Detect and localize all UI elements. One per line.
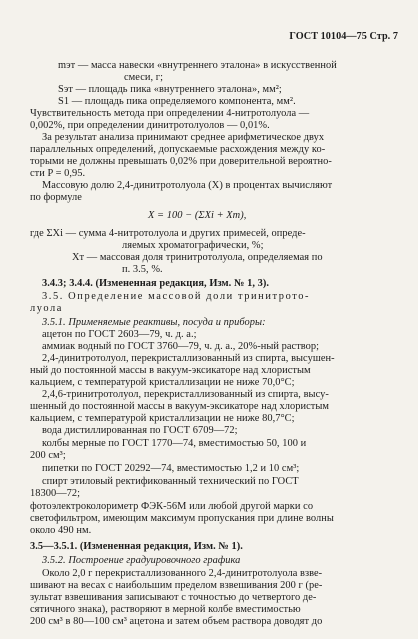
text-line: ляемых хроматографически, %; [122, 240, 264, 251]
text-line: S1 — площадь пика определяемого компонента, мм². [58, 96, 296, 107]
text-line: Sэт — площадь пика «внутреннего эталона», мм²; [58, 84, 282, 95]
text-line: аммиак водный по ГОСТ 3760—79, ч. д. а., 20%-ный раствор; [42, 341, 320, 352]
text-line: Чувствительность метода при определении 4-нитротолуола — [30, 108, 310, 119]
text-line: смеси, г; [124, 72, 164, 83]
text-line: Около 2,0 г перекристаллизованного 2,4-динитротолуола взве- [42, 568, 323, 579]
text-line: 200 см³; [30, 450, 66, 461]
text-line: Массовую долю 2,4-динитротолуола (X) в процентах вычисляют [42, 180, 333, 191]
text-line: кальцием, с температурой кристаллизации не ниже 80,7°C; [30, 413, 295, 424]
text-line: 2,4-динитротолуол, перекристаллизованный из спирта, высушен- [42, 353, 335, 364]
text-line: кальцием, с температурой кристаллизации не ниже 70,0°C; [30, 377, 295, 388]
text-line: шенный до постоянной массы в вакуум-эксикаторе над хлористым [30, 401, 329, 412]
text-line: 2,4,6-тринитротолуол, перекристаллизованный из спирта, высу- [42, 389, 329, 400]
text-line: п. 3.5, %. [122, 264, 163, 275]
text-line: параллельных определений, допускаемые расхождения между ко- [30, 144, 326, 155]
text-line: шивают на весах с наибольшим пределом взвешивания 200 г (ре- [30, 580, 323, 591]
text-line: 0,002%, при определении динитротолуолов — 0,01%. [30, 120, 270, 131]
section-heading: 3.5. Определение массовой доли тринитрото- [42, 291, 311, 302]
amendment-note: 3.4.3; 3.4.4. (Измененная редакция, Изм. № 1, 3). [42, 278, 270, 289]
amendment-note: 3.5—3.5.1. (Измененная редакция, Изм. № 1). [30, 541, 243, 552]
formula: X = 100 − (ΣXi + Xт), [148, 210, 247, 221]
text-line: светофильтром, имеющим максимум пропускания при длине волны [30, 513, 334, 524]
text-line: где ΣXi — сумма 4-нитротолуола и других примесей, опреде- [30, 228, 306, 239]
text-line: торыми не должны превышать 0,02% при доверительной вероятно- [30, 156, 332, 167]
text-line: Xт — массовая доля тринитротолуола, определяемая по [72, 252, 323, 263]
text-line: зультат взвешивания записывают с точностью до четвертого де- [30, 592, 317, 603]
section-heading: луола [30, 303, 63, 314]
subsection-heading: 3.5.1. Применяемые реактивы, посуда и приборы: [42, 317, 266, 328]
text-line: mэт — масса навески «внутреннего эталона» в искусственной [58, 60, 337, 71]
text-line: ный до постоянной массы в вакуум-эксикаторе над хлористым [30, 365, 311, 376]
text-line: пипетки по ГОСТ 20292—74, вместимостью 1,2 и 10 см³; [42, 463, 300, 474]
text-line: спирт этиловый ректификованный технический по ГОСТ [42, 476, 299, 487]
text-line: ацетон по ГОСТ 2603—79, ч. д. а.; [42, 329, 197, 340]
text-line: За результат анализа принимают среднее арифметическое двух [42, 132, 325, 143]
page-header: ГОСТ 10104—75 Стр. 7 [289, 31, 398, 42]
text-line: сти P = 0,95. [30, 168, 86, 179]
text-line: 200 см³ в 80—100 см³ ацетона и затем объем раствора доводят до [30, 616, 323, 627]
text-line: фотоэлектроколориметр ФЭК-56М или любой другой марки со [30, 501, 314, 512]
text-line: сятичного знака), растворяют в мерной колбе вместимостью [30, 604, 301, 615]
text-line: вода дистиллированная по ГОСТ 6709—72; [42, 425, 238, 436]
text-line: по формуле [30, 192, 82, 203]
subsection-heading: 3.5.2. Построение градуировочного графика [42, 555, 241, 566]
text-line: около 490 нм. [30, 525, 92, 536]
text-line: колбы мерные по ГОСТ 1770—74, вместимостью 50, 100 и [42, 438, 307, 449]
text-line: 18300—72; [30, 488, 81, 499]
